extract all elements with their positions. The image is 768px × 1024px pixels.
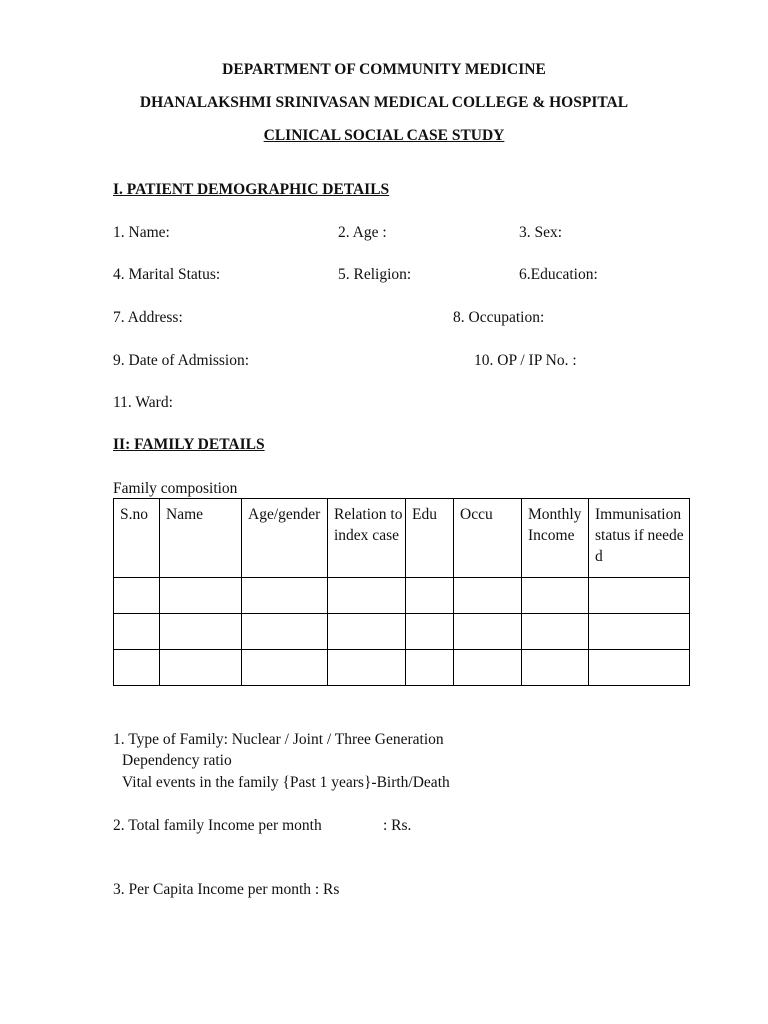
table-header-row — [114, 499, 690, 578]
family-type-item: 1. Type of Family: Nuclear / Joint / Three Generation — [113, 731, 444, 748]
column-header-occu: Occu — [454, 499, 522, 578]
vital-events-item: Vital events in the family {Past 1 years}-Birth/Death — [122, 774, 450, 791]
section-family-details-title: II: FAMILY DETAILS — [113, 436, 265, 453]
table-cell[interactable] — [242, 650, 328, 686]
column-header-name: Name — [160, 499, 242, 578]
table-cell[interactable] — [589, 650, 690, 686]
table-cell[interactable] — [589, 578, 690, 614]
total-income-value: : Rs. — [383, 817, 412, 834]
dependency-ratio-item: Dependency ratio — [122, 752, 232, 769]
family-composition-caption: Family composition — [113, 480, 238, 497]
college-heading: DHANALAKSHMI SRINIVASAN MEDICAL COLLEGE & HOSPITAL — [139, 94, 629, 111]
field-religion: 5. Religion: — [338, 266, 412, 283]
field-occupation: 8. Occupation: — [453, 309, 545, 326]
field-age: 2. Age : — [338, 224, 387, 241]
column-header-immunisation: Immunisation status if needed — [589, 499, 690, 578]
field-sex: 3. Sex: — [519, 224, 563, 241]
table-row — [114, 578, 690, 614]
table-cell[interactable] — [406, 614, 454, 650]
study-title — [0, 126, 768, 146]
table-cell[interactable] — [160, 650, 242, 686]
table-row — [114, 650, 690, 686]
table-cell[interactable] — [454, 578, 522, 614]
study-title-text: CLINICAL SOCIAL CASE STUDY — [263, 127, 505, 144]
table-row — [114, 614, 690, 650]
column-header-age-gender: Age/gender — [242, 499, 328, 578]
table-cell[interactable] — [589, 614, 690, 650]
field-date-of-admission: 9. Date of Admission: — [113, 352, 250, 369]
column-header-monthly-income: Monthly Income — [522, 499, 589, 578]
table-cell[interactable] — [454, 650, 522, 686]
table-cell[interactable] — [242, 614, 328, 650]
table-cell[interactable] — [114, 578, 160, 614]
table-cell[interactable] — [522, 614, 589, 650]
column-header-relation: Relation to index case — [328, 499, 406, 578]
table-cell[interactable] — [242, 578, 328, 614]
field-address: 7. Address: — [113, 309, 183, 326]
field-ward: 11. Ward: — [113, 394, 173, 411]
family-composition-table — [113, 498, 690, 686]
table-cell[interactable] — [328, 650, 406, 686]
column-header-sno: S.no — [114, 499, 160, 578]
total-income-label: 2. Total family Income per month — [113, 817, 322, 834]
table-cell[interactable] — [328, 614, 406, 650]
table-cell[interactable] — [160, 614, 242, 650]
table-cell[interactable] — [406, 650, 454, 686]
table-cell[interactable] — [160, 578, 242, 614]
table-cell[interactable] — [114, 650, 160, 686]
per-capita-income-item: 3. Per Capita Income per month : Rs — [113, 881, 340, 898]
field-name: 1. Name: — [113, 224, 170, 241]
field-marital-status: 4. Marital Status: — [113, 266, 221, 283]
table-cell[interactable] — [522, 578, 589, 614]
table-cell[interactable] — [522, 650, 589, 686]
section-patient-demographics-title: I. PATIENT DEMOGRAPHIC DETAILS — [113, 181, 390, 198]
field-op-ip-no: 10. OP / IP No. : — [474, 352, 577, 369]
column-header-edu: Edu — [406, 499, 454, 578]
table-cell[interactable] — [454, 614, 522, 650]
field-education: 6.Education: — [519, 266, 598, 283]
table-cell[interactable] — [406, 578, 454, 614]
department-heading: DEPARTMENT OF COMMUNITY MEDICINE — [222, 61, 546, 78]
table-cell[interactable] — [328, 578, 406, 614]
table-cell[interactable] — [114, 614, 160, 650]
